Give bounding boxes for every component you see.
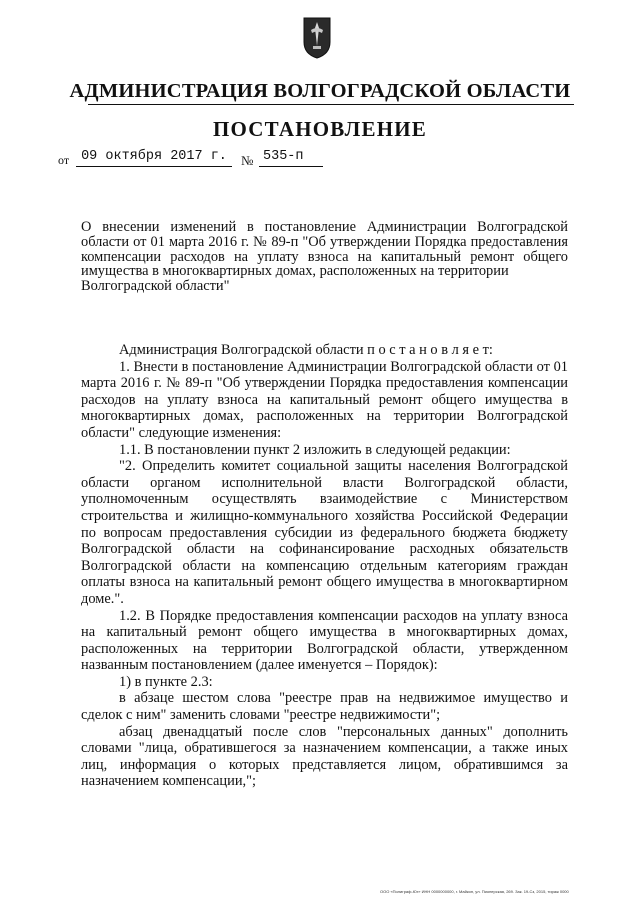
document-number: 535-п: [259, 147, 323, 167]
body-paragraph: 1.1. В постановлении пункт 2 изложить в следующей редакции:: [119, 441, 511, 458]
organization-title: АДМИНИСТРАЦИЯ ВОЛГОГРАДСКОЙ ОБЛАСТИ: [69, 80, 571, 102]
body-paragraph: 1.2. В Порядке предоставления компенсации расходов на уплату взноса на капитальный ремонт общего имущества в многоквартирных домах, расположенных на территории Волгоградской области, утвержденном названным постановлением (далее именуется – Порядок):: [81, 607, 568, 674]
emblem-icon: [302, 16, 332, 60]
subject-text: О внесении изменений в постановление Администрации Волгоградской области от 01 марта 2016 г. № 89-п "Об утверждении Порядка предоставления компенсации расходов на уплату взноса на капитальный ремонт общего имущества в многоквартирных домах, расположенных на территории: [81, 219, 568, 280]
document-subject: [81, 220, 568, 294]
body-paragraph: Администрация Волгоградской области п о с т а н о в л я е т:: [119, 342, 493, 358]
document-type: ПОСТАНОВЛЕНИЕ: [212, 117, 428, 141]
document-body: [81, 342, 568, 790]
date-number-line: [58, 147, 358, 169]
body-paragraph: "2. Определить комитет социальной защиты населения Волгоградской области органом исполнительной власти Волгоградской области, уполномоченным осуществлять взаимодействие с Министерством строительства и жилищно-коммунального хозяйства Российской Федерации по вопросам предоставления субсидии из федерального бюджета бюджету Волгоградской области на софинансирование расходных обязательств Волгоградской области на компенсацию отдельным категориям граждан оплаты взноса на капитальный ремонт общего имущества в многоквартирном доме.".: [81, 458, 568, 607]
body-paragraph: в абзаце шестом слова "реестре прав на недвижимое имущество и сделок с ним" заменить словами "реестре недвижимости";: [81, 690, 568, 724]
print-imprint: ООО «Полиграф-Юг» ИНН 0000000000, г. Майкоп, ул. Пионерская, 269. Зак. 19-Сз, 2015, тираж 0000: [380, 889, 569, 894]
number-sign: №: [241, 153, 254, 168]
subject-last-line: Волгоградской области": [81, 278, 230, 295]
header-divider: [88, 104, 574, 105]
date-prefix: от: [58, 153, 70, 167]
body-paragraph: абзац двенадцатый после слов "персональных данных" дополнить словами "лица, обратившегося за назначением компенсации, а также иных лиц, информация о которых представляется лицом, обратившимся за назначением компенсации,";: [81, 723, 568, 790]
body-paragraph: 1. Внести в постановление Администрации Волгоградской области от 01 марта 2016 г. № 89-п "Об утверждении Порядка предоставления компенсации расходов на уплату взноса на капитальный ремонт общего имущества в многоквартирных домах, расположенных на территории Волгоградской области" следующие изменения:: [81, 358, 568, 441]
document-date: 09 октября 2017 г.: [76, 147, 232, 167]
body-paragraph: 1) в пункте 2.3:: [119, 673, 213, 690]
